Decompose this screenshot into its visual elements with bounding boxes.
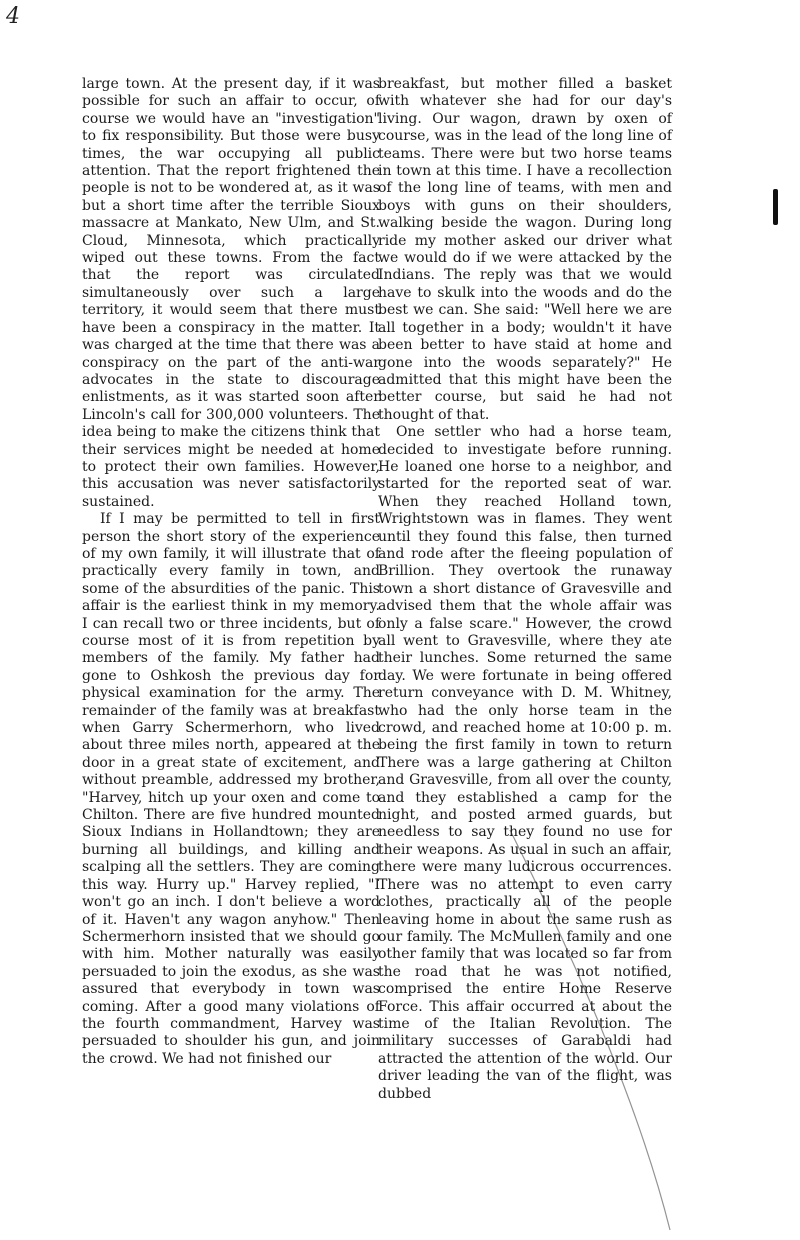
page-number: 4 [6,4,20,29]
right-paragraph-1: breakfast, but mother filled a basket with whatever she had for our day's living. Our wagon, drawn by oxen of course, was in the lead of the long line of teams. There were but two horse teams in town at this time. I have a recollection of the long line of teams, with men and boys with guns on their shoulders, walking beside the wagon. During long ride my mother asked our driver what we would do if we were attacked by the Indians. The reply was that we would have to skulk into the woods and do the best we can. She said: "Well here we are all together in a body; wouldn't it have been better to have staid at home and gone into the woods separately?" He admitted that this might have been the better course, but said he had not thought of that. [378,76,672,423]
left-paragraph-1: large town. At the present day, if it was possible for such an affair to occur, of course we would have an "investigation" to fix responsibility. But those were busy times, the war occupying all public attention. That the report frightened the people is not to be wondered at, as it was but a short time after the terrible Sioux massacre at Mankato, New Ulm, and St. Cloud, Minnesota, which practically wiped out these towns. From the fact that the report was circulated simultaneously over such a large territory, it would seem that there must have been a conspiracy in the matter. It was charged at the time that there was a conspiracy on the part of the anti-war advocates in the state to discourage enlistments, as it was started soon after Lincoln's call for 300,000 volunteers. The idea being to make the citizens think that their services might be needed at home to protect their own families. However, this accusation was never satisfactorily sustained. [82,76,380,510]
right-paragraph-2: One settler who had a horse team, decided to investigate before running. He loaned one horse to a neighbor, and started for the reported seat of war. When they reached Holland town, Wrightstown was in flames. They went until they found this false, then turned and rode after the fleeing population of Brillion. They overtook the runaway town a short distance of Gravesville and advised them that the whole affair was only a false scare." However, the crowd all went to Gravesville, where they ate their lunches. Some returned the same day. We were fortunate in being offered return conveyance with D. M. Whitney, who had the only horse team in the crowd, and reached home at 10:00 p. m. being the first family in town to return There was a large gathering at Chilton and Gravesville, from all over the county, and they established a camp for the night, and posted armed guards, but needless to say they found no use for their weapons. As usual in such an affair, there were many ludicrous occurrences. There was no attempt to even carry clothes, practically all of the people leaving home in about the same rush as our family. The McMullen family and one other family that was located so far from the road that he was not notified, comprised the entire Home Reserve Force. This affair occurred at about the time of the Italian Revolution. The military successes of Garabaldi had attracted the attention of the world. Our driver leading the van of the flight, was dubbed [378,424,672,1102]
paper-crease-line [500,820,680,1240]
margin-ink-mark [773,189,778,225]
left-column [82,76,380,1068]
left-paragraph-2: If I may be permitted to tell in first person the short story of the experience of my own family, it will illustrate that of practically every family in town, and some of the absurdities of the panic. This affair is the earliest think in my memory. I can recall two or three incidents, but of course most of it is from repetition by members of the family. My father had gone to Oshkosh the previous day for physical examination for the army. The remainder of the family was at breakfast when Garry Schermerhorn, who lived about three miles north, appeared at the door in a great state of excitement, and without preamble, addressed my brother, "Harvey, hitch up your oxen and come to Chilton. There are five hundred mounted Sioux Indians in Hollandtown; they are burning all buildings, and killing and scalping all the settlers. They are coming this way. Hurry up." Harvey replied, "I won't go an inch. I don't believe a word of it. Haven't any wagon anyhow." Then Schermerhorn insisted that we should go with him. Mother naturally was easily persuaded to join the exodus, as she was assured that everybody in town was coming. After a good many violations of the fourth commandment, Harvey was persuaded to shoulder his gun, and join the crowd. We had not finished our [82,511,380,1067]
